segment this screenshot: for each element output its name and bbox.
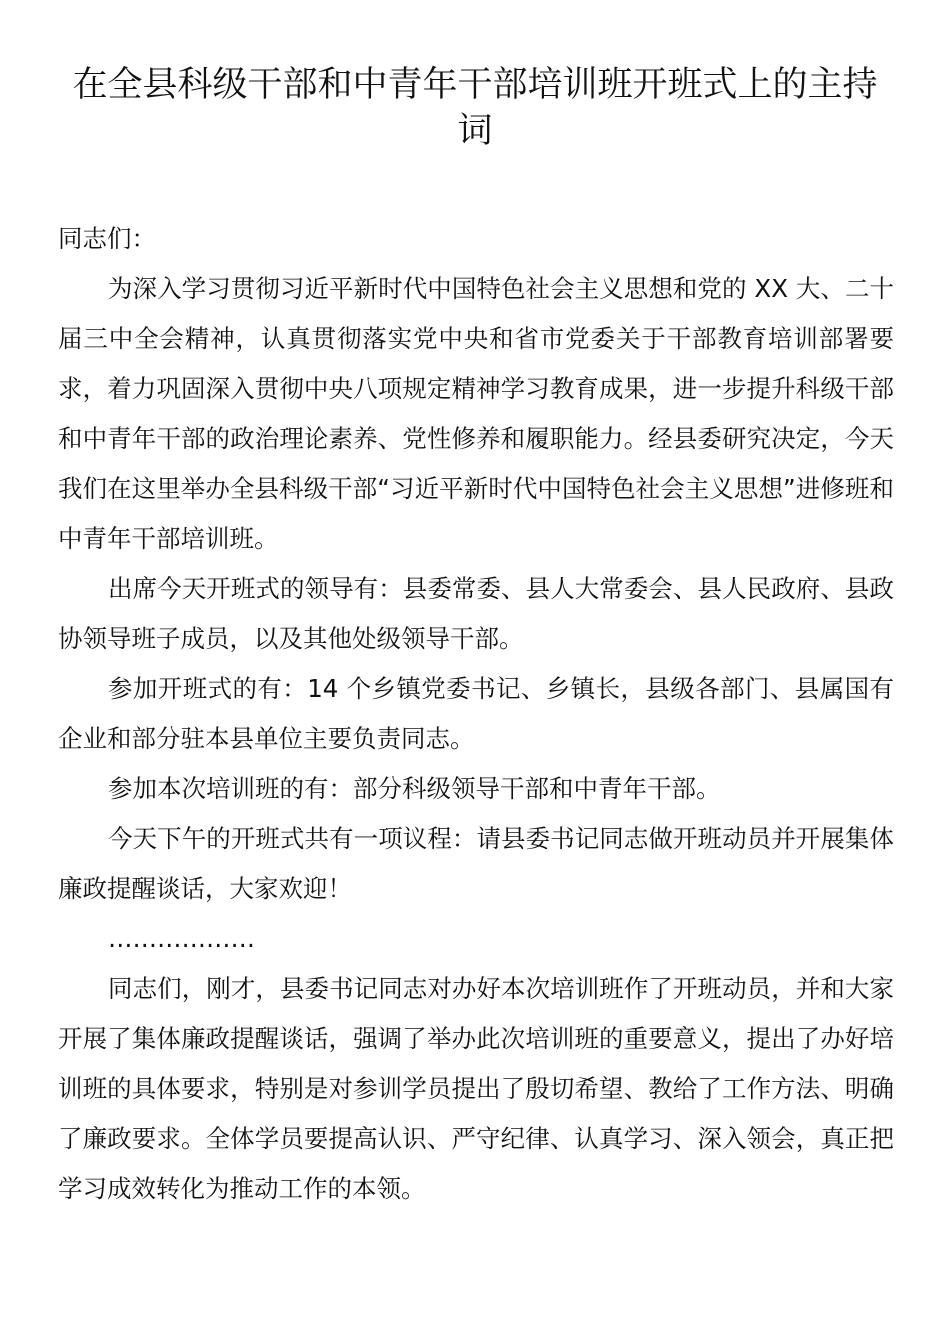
document-body — [58, 214, 894, 1214]
ellipsis-separator: ……………… — [108, 924, 255, 953]
paragraph-ceremony-participants: 参加开班式的有：14 个乡镇党委书记、乡镇长，县级各部门、县属国有企业和部分驻本县单位主要负责同志。 — [58, 674, 894, 753]
paragraph-agenda: 今天下午的开班式共有一项议程：请县委书记同志做开班动员并开展集体廉政提醒谈话，大家欢迎！ — [58, 824, 894, 903]
document-title: 在全县科级干部和中青年干部培训班开班式上的主持词 — [72, 65, 878, 151]
paragraph-attending-leaders: 出席今天开班式的领导有：县委常委、县人大常委会、县人民政府、县政协领导班子成员，以及其他处级领导干部。 — [58, 574, 894, 653]
paragraph-trainees: 参加本次培训班的有：部分科级领导干部和中青年干部。 — [108, 774, 721, 803]
paragraph-closing: 同志们，刚才，县委书记同志对办好本次培训班作了开班动员，并和大家开展了集体廉政提醒谈话，强调了举办此次培训班的重要意义，提出了办好培训班的具体要求，特别是对参训学员提出了殷切希望、教给了工作方法、明确了廉政要求。全体学员要提高认识、严守纪律、认真学习、深入领会，真正把学习成效转化为推动工作的本领。 — [58, 974, 894, 1203]
greeting: 同志们： — [58, 224, 156, 253]
paragraph-purpose: 为深入学习贯彻习近平新时代中国特色社会主义思想和党的 XX 大、二十届三中全会精神，认真贯彻落实党中央和省市党委关于干部教育培训部署要求，着力巩固深入贯彻中央八项规定精神学习教育成果，进一步提升科级干部和中青年干部的政治理论素养、党性修养和履职能力。经县委研究决定，今天我们在这里举办全县科级干部“习近平新时代中国特色社会主义思想”进修班和中青年干部培训班。 — [58, 274, 894, 553]
